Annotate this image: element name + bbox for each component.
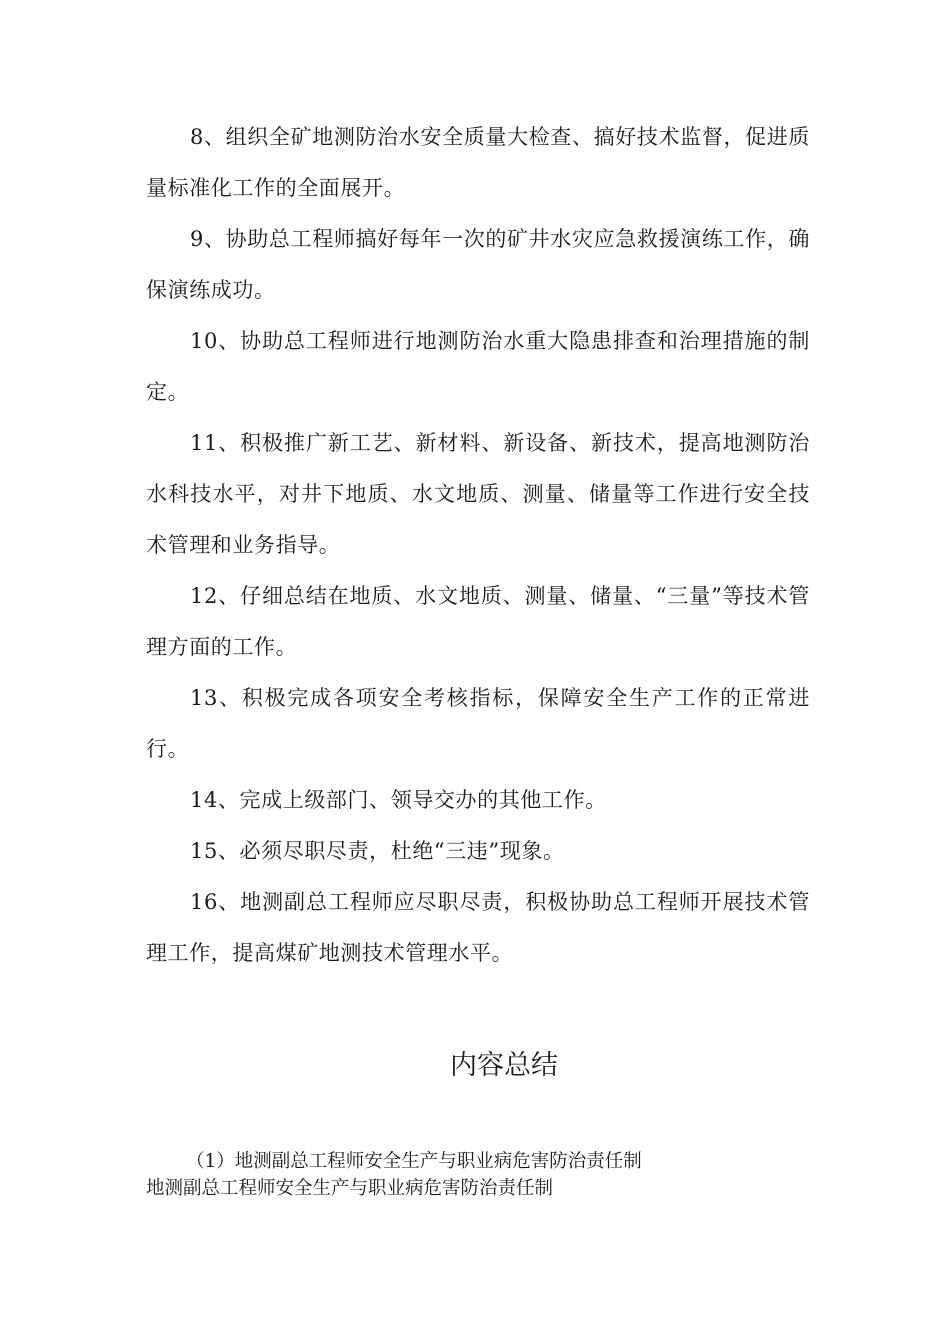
paragraph-item-11: 11、积极推广新工艺、新材料、新设备、新技术，提高地测防治水科技水平，对井下地质、水文地质、测量、储量等工作进行安全技术管理和业务指导。 bbox=[146, 431, 810, 557]
paragraph-item-15: 15、必须尽职尽责，杜绝“三违”现象。 bbox=[190, 839, 565, 863]
summary-block bbox=[146, 1148, 810, 1202]
summary-title: 内容总结 bbox=[450, 1050, 558, 1081]
paragraph-item-16: 16、地测副总工程师应尽职尽责，积极协助总工程师开展技术管理工作，提高煤矿地测技术管理水平。 bbox=[146, 890, 810, 965]
document-body bbox=[146, 112, 810, 979]
summary-line-1: （1）地测副总工程师安全生产与职业病危害防治责任制 bbox=[186, 1151, 642, 1172]
paragraph-item-10: 10、协助总工程师进行地测防治水重大隐患排查和治理措施的制定。 bbox=[146, 329, 810, 404]
paragraph-item-14: 14、完成上级部门、领导交办的其他工作。 bbox=[190, 788, 607, 812]
paragraph-item-8: 8、组织全矿地测防治水安全质量大检查、搞好技术监督，促进质量标准化工作的全面展开。 bbox=[146, 125, 810, 200]
paragraph-item-9: 9、协助总工程师搞好每年一次的矿井水灾应急救援演练工作，确保演练成功。 bbox=[146, 227, 810, 302]
paragraph-item-12: 12、仔细总结在地质、水文地质、测量、储量、“三量”等技术管理方面的工作。 bbox=[146, 584, 810, 659]
summary-line-2: 地测副总工程师安全生产与职业病危害防治责任制 bbox=[146, 1178, 554, 1199]
paragraph-item-13: 13、积极完成各项安全考核指标，保障安全生产工作的正常进行。 bbox=[146, 686, 810, 761]
